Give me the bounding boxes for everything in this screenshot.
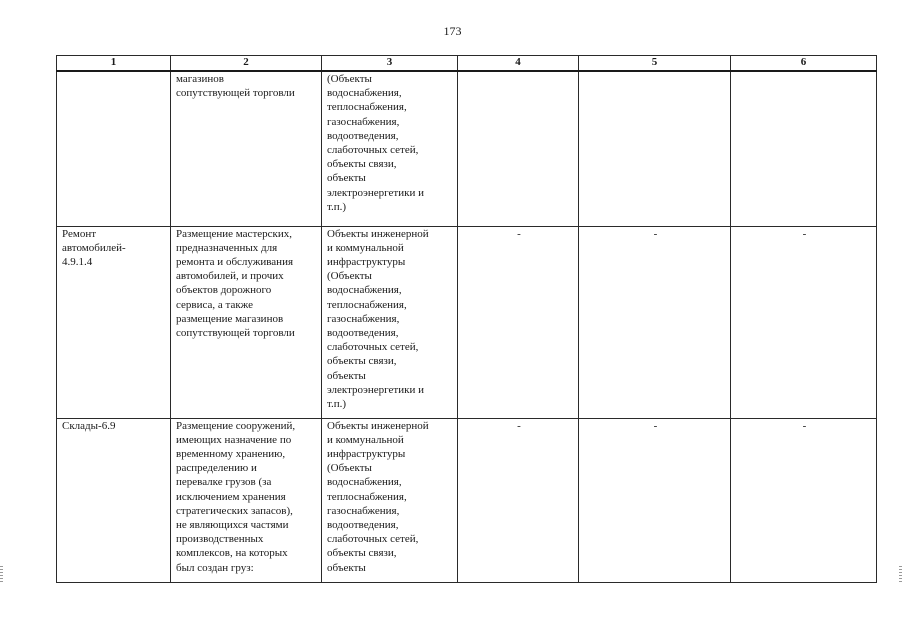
column-header-6: 6 — [731, 56, 877, 72]
auxiliary-use-cell: Объекты инженерной и коммунальной инфраструктуры (Объекты водоснабжения, теплоснабжения, газоснабжения, водоотведения, слаботочных сетей, объекты связи, объекты — [322, 418, 458, 582]
column-5-cell — [579, 71, 731, 226]
permitted-use-table — [56, 55, 877, 583]
use-type-cell: Ремонт автомобилей- 4.9.1.4 — [57, 226, 171, 418]
auxiliary-use-cell: Объекты инженерной и коммунальной инфраструктуры (Объекты водоснабжения, теплоснабжения, газоснабжения, водоотведения, слаботочных сетей, объекты связи, объекты электроэнергетики и т.п.) — [322, 226, 458, 418]
column-header-2: 2 — [171, 56, 322, 72]
description-cell: Размещение мастерских, предназначенных для ремонта и обслуживания автомобилей, и прочих объектов дорожного сервиса, а также размещение магазинов сопутствующей торговли — [171, 226, 322, 418]
auxiliary-use-cell: (Объекты водоснабжения, теплоснабжения, газоснабжения, водоотведения, слаботочных сетей, объекты связи, объекты электроэнергетики и т.п.) — [322, 71, 458, 226]
column-header-3: 3 — [322, 56, 458, 72]
use-type-cell: Склады-6.9 — [57, 418, 171, 582]
column-4-cell: - — [458, 418, 579, 582]
table-row — [57, 226, 877, 418]
table-header-row — [57, 56, 877, 72]
page-number: 173 — [443, 24, 462, 38]
column-6-cell — [731, 71, 877, 226]
column-header-4: 4 — [458, 56, 579, 72]
column-header-5: 5 — [579, 56, 731, 72]
column-4-cell: - — [458, 226, 579, 418]
scan-edge-mark-right — [899, 566, 902, 582]
column-6-cell: - — [731, 418, 877, 582]
column-header-1: 1 — [57, 56, 171, 72]
scan-edge-mark-left — [0, 566, 3, 582]
column-5-cell: - — [579, 418, 731, 582]
description-cell: Размещение сооружений, имеющих назначение по временному хранению, распределению и перевалке грузов (за исключением хранения стратегических запасов), не являющихся частями производственных комплексов, на которых был создан груз: — [171, 418, 322, 582]
column-6-cell: - — [731, 226, 877, 418]
table-row — [57, 71, 877, 226]
description-cell: магазинов сопутствующей торговли — [171, 71, 322, 226]
column-5-cell: - — [579, 226, 731, 418]
use-type-cell — [57, 71, 171, 226]
table-row — [57, 418, 877, 582]
column-4-cell — [458, 71, 579, 226]
